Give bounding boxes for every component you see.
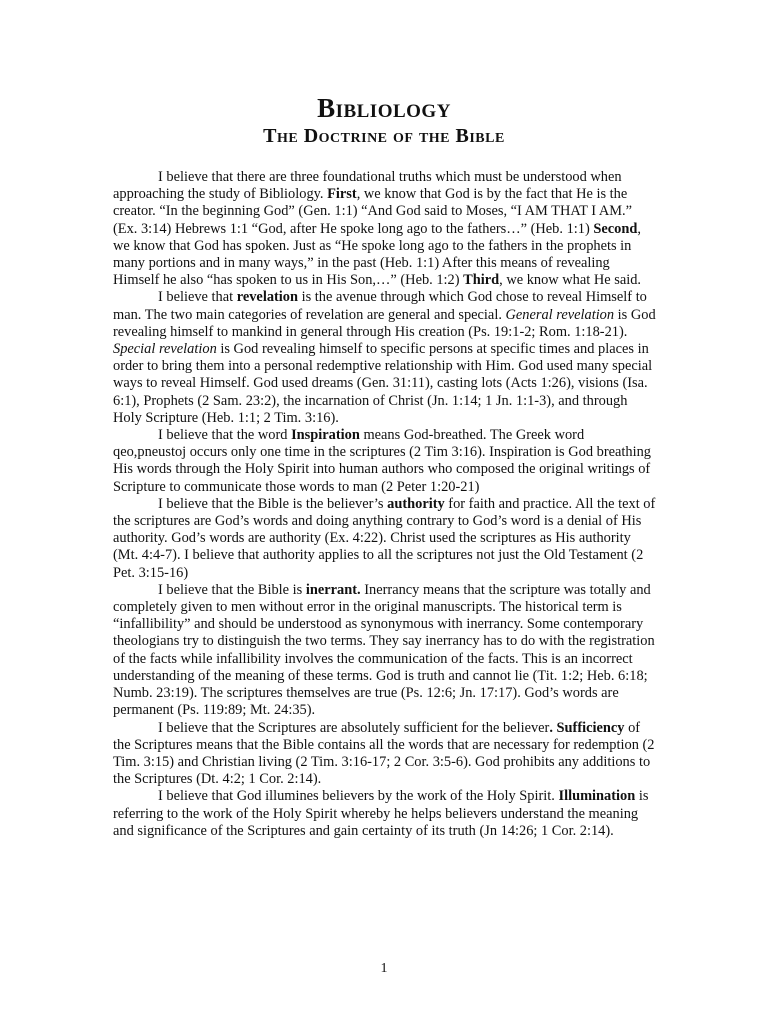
bold-text: First [327, 186, 357, 203]
text-run: means God-breathed. The Greek word qeo,pneustoj occurs only one time in the scriptures (2 Tim 3:16). Inspiration is God breathing His words through the Holy Spirit into human authors who composed the original writings of Scripture to communicate those words to man (2 Peter 1:20-21) [113, 427, 651, 495]
text-run: I believe that the Scriptures are absolutely sufficient for the believer [158, 719, 550, 736]
bold-text: . Sufficiency [549, 719, 625, 736]
bold-text: revelation [236, 289, 298, 306]
bold-text: inerrant. [305, 581, 361, 598]
text-run: , we know what He said. [499, 272, 642, 289]
paragraph-illumination [113, 788, 659, 840]
text-run: is the avenue through which God chose to reveal Himself to man. The two main categories of revelation are general and special. [113, 289, 647, 323]
paragraph-inspiration [113, 427, 659, 496]
italic-text: Special revelation [113, 341, 217, 358]
text-run: is God revealing himself to mankind in general through His creation (Ps. 19:1-2; Rom. 1:18-21). [113, 306, 656, 340]
document-body [113, 169, 659, 840]
paragraph-sufficiency [113, 720, 659, 789]
text-run: I believe that the word [158, 427, 292, 444]
text-run: , we know that God is by the fact that He is the creator. “In the beginning God” (Gen. 1:1) “And God said to Moses, “I AM THAT I AM.” (Ex. 3:14) Hebrews 1:1 “God, after He spoke long ago to the fathers…” (Heb. 1:1) [113, 186, 633, 237]
text-run: I believe that [158, 289, 237, 306]
bold-text: Inspiration [291, 427, 360, 444]
paragraph-inerrancy [113, 582, 659, 720]
bold-text: Second [593, 220, 638, 237]
bold-text: Illumination [558, 788, 636, 805]
text-run: is God revealing himself to specific persons at specific times and places in order to bring them into a personal redemptive relationship with Him. God used many special ways to reveal Himself. God used dreams (Gen. 31:11), casting lots (Acts 1:26), visions (Isa. 6:1), Prophets (2 Sam. 23:2), the incarnation of Christ (Jn. 1:14; 1 Jn. 1:1-3), and through Holy Scripture (Heb. 1:1; 2 Tim. 3:16). [113, 341, 653, 426]
paragraph-foundational-truths [113, 169, 659, 289]
bold-text: Third [463, 272, 500, 289]
document-title: Bibliology [317, 93, 451, 123]
text-run: of the Scriptures means that the Bible contains all the words that are necessary for redemption (2 Tim. 3:15) and Christian living (2 Tim. 3:16-17; 2 Cor. 3:5-6). God prohibits any additions to the Scriptures (Dt. 4:2; 1 Cor. 2:14). [113, 719, 655, 788]
bold-text: authority [387, 495, 445, 512]
text-run: for faith and practice. All the text of the scriptures are God’s words and doing anything contrary to God’s word is a denial of His authority. God’s words are authority (Ex. 4:22). Christ used the scriptures as His authority (Mt. 4:4-7). I believe that authority applies to all the scriptures not just the Old Testament (2 Pet. 3:15-16) [113, 495, 656, 581]
paragraph-authority [113, 496, 659, 582]
text-run: Inerrancy means that the scripture was totally and completely given to men without error in the original manuscripts. The historical term is “infallibility” and should be understood as synonymous with inerrancy. Some contemporary theologians try to distinguish the two terms. They say inerrancy has to do with the registration of the facts while infallibility involves the communication of the facts. This is an incorrect understanding of the meaning of these terms. God is truth and cannot lie (Tit. 1:2; Heb. 6:18; Numb. 23:19). The scriptures themselves are true (Ps. 12:6; Jn. 17:17). God’s words are permanent (Ps. 119:89; Mt. 24:35). [113, 581, 655, 719]
text-run: is referring to the work of the Holy Spirit whereby he helps believers understand the meaning and significance of the Scriptures and gain certainty of its truth (Jn 14:26; 1 Cor. 2:14). [113, 788, 649, 839]
italic-text: General revelation [505, 306, 615, 323]
text-run: I believe that God illumines believers by the work of the Holy Spirit. [158, 788, 559, 805]
document-subtitle: The Doctrine of the Bible [263, 125, 505, 147]
text-run: I believe that the Bible is [158, 581, 306, 598]
paragraph-revelation [113, 289, 659, 427]
page-number: 1 [380, 961, 388, 976]
text-run: I believe that there are three foundational truths which must be understood when approaching the study of Bibliology. [113, 169, 622, 203]
text-run: I believe that the Bible is the believer’s [158, 495, 388, 512]
text-run: , we know that God has spoken. Just as “He spoke long ago to the fathers in the prophets in many portions and in many ways,” in the past (Heb. 1:1) After this means of revealing Himself he also “has spoken to us in His Son,…” (Heb. 1:2) [113, 220, 641, 289]
